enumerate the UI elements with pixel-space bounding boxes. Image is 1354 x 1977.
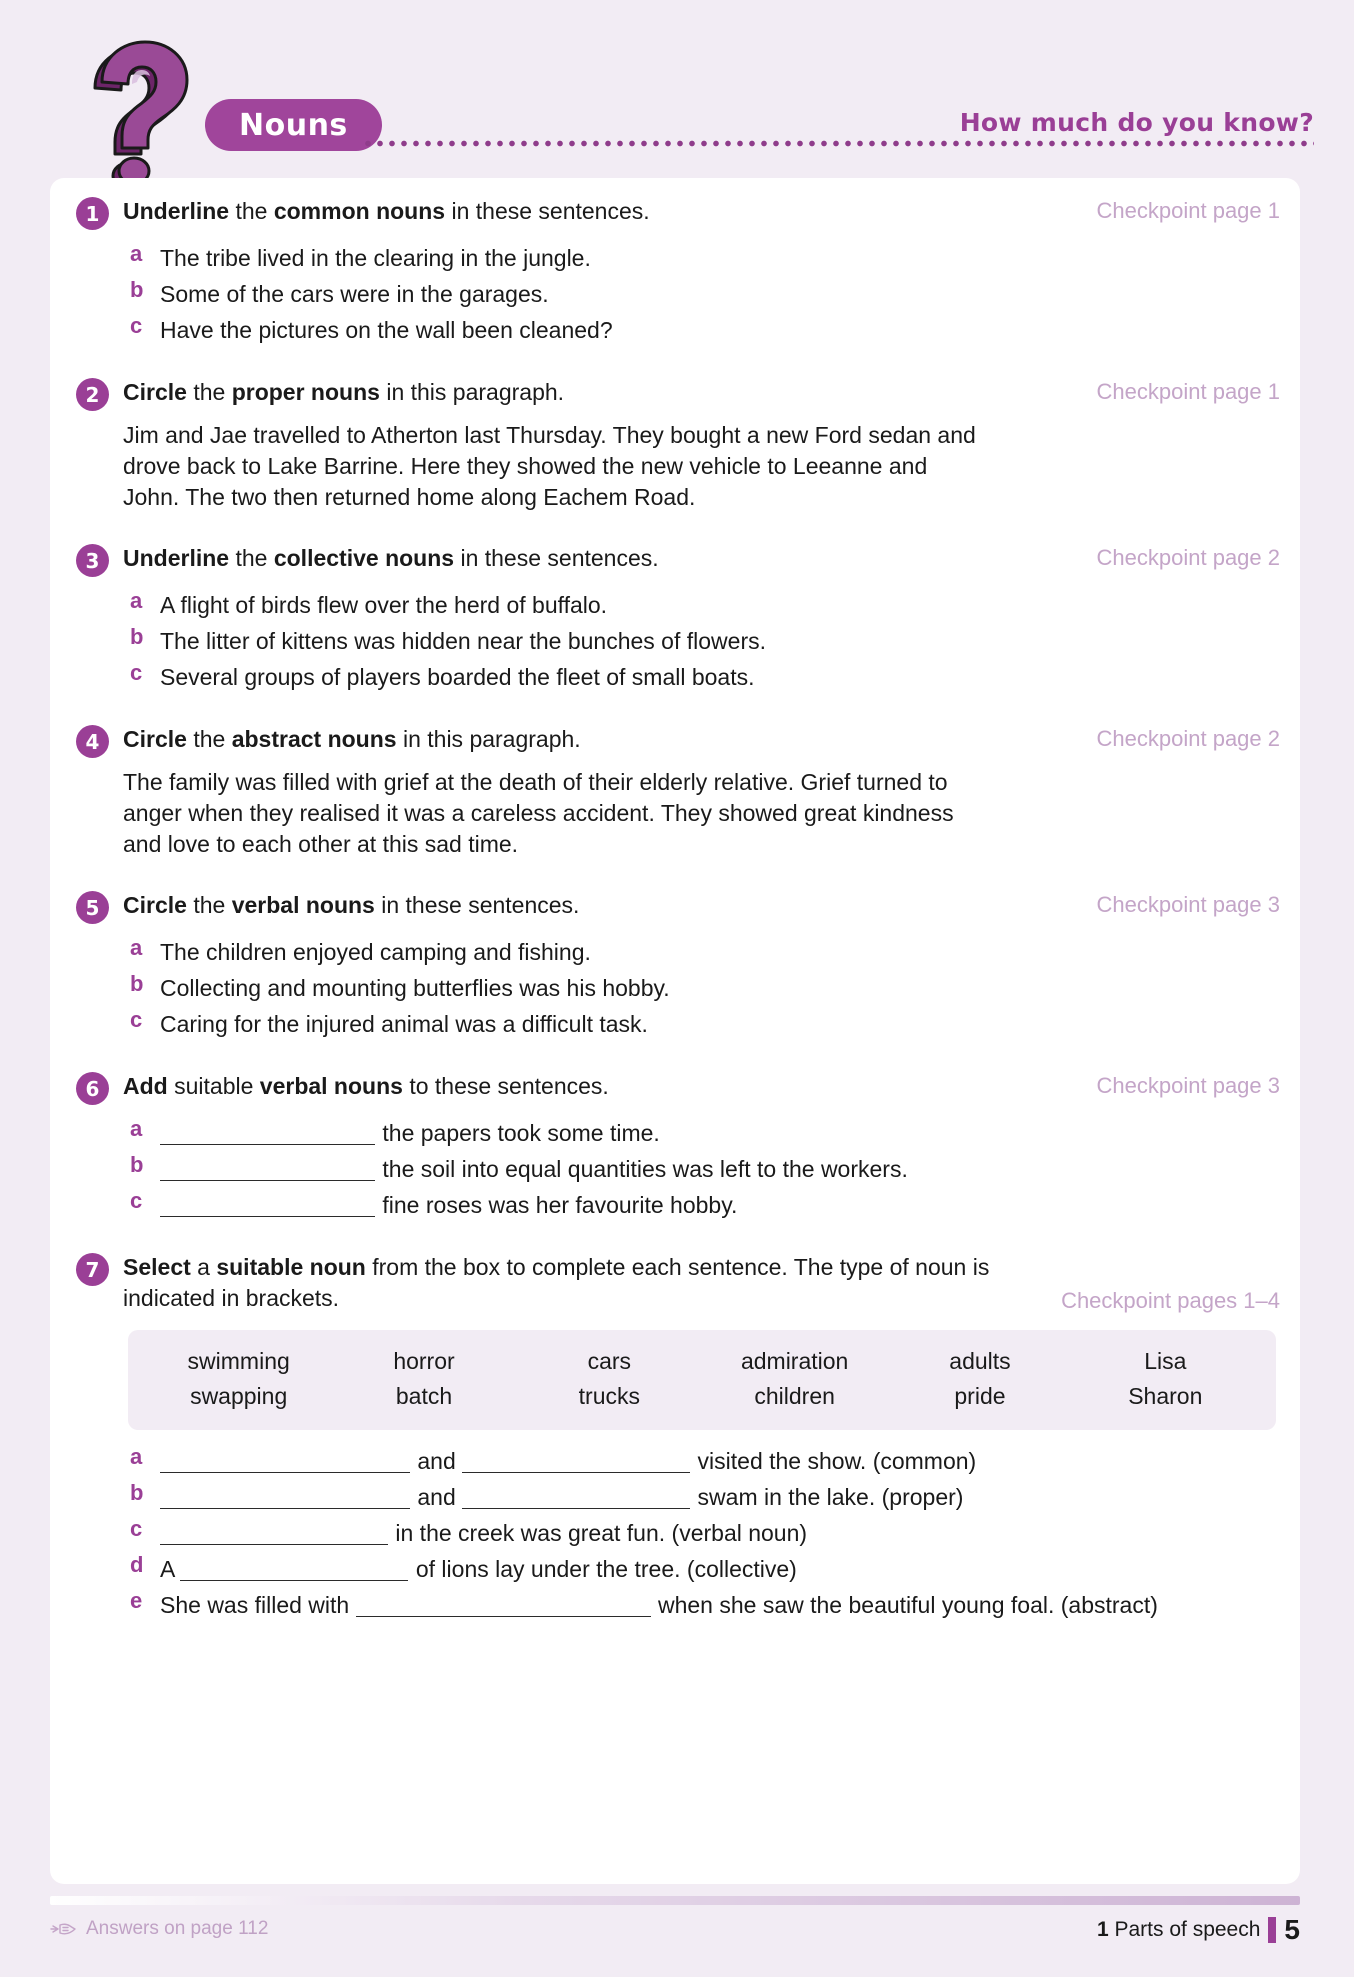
question-instruction: Circle the verbal nouns in these sentences. (123, 892, 580, 918)
item-letter: a (130, 588, 143, 613)
item-letter: a (130, 241, 143, 266)
word-bank-word[interactable]: Lisa (1144, 1348, 1187, 1374)
question-item (68, 935, 1286, 969)
question-item (68, 1116, 1286, 1150)
footer-divider (50, 1896, 1300, 1905)
checkpoint-reference: Checkpoint page 3 (1096, 1073, 1280, 1098)
checkpoint-reference: Checkpoint page 3 (1096, 892, 1280, 917)
item-letter: b (130, 1152, 144, 1177)
answer-blank[interactable] (462, 1487, 690, 1509)
question-header (68, 1071, 1286, 1107)
question-header (68, 890, 1286, 926)
question-item (68, 1444, 1286, 1478)
item-letter: b (130, 1480, 144, 1505)
question-list (68, 196, 1286, 1652)
question-item (68, 1588, 1286, 1622)
question-4 (68, 724, 1286, 860)
item-text: Have the pictures on the wall been cleaned? (160, 317, 613, 343)
question-2 (68, 377, 1286, 513)
question-number-badge: 7 (76, 1253, 109, 1286)
word-bank-word[interactable]: Sharon (1128, 1383, 1203, 1409)
word-bank-box (128, 1330, 1276, 1430)
question-3 (68, 543, 1286, 694)
item-letter: c (130, 1516, 143, 1541)
question-items (68, 1116, 1286, 1222)
question-1 (68, 196, 1286, 347)
question-7 (68, 1252, 1286, 1622)
item-text: She was filled with when she saw the beautiful young foal. (abstract) (160, 1592, 1158, 1618)
word-bank-word[interactable]: children (754, 1383, 835, 1409)
question-item (68, 624, 1286, 658)
question-item (68, 241, 1286, 275)
page-header (0, 0, 1354, 185)
question-item (68, 1552, 1286, 1586)
question-header (68, 377, 1286, 413)
question-5 (68, 890, 1286, 1041)
question-instruction: Underline the collective nouns in these sentences. (123, 545, 659, 571)
page-footer (50, 1896, 1300, 1956)
answer-blank[interactable] (160, 1487, 410, 1509)
item-text: Several groups of players boarded the fleet of small boats. (160, 664, 755, 690)
question-number-badge: 2 (76, 378, 109, 411)
question-header (68, 724, 1286, 760)
question-item (68, 313, 1286, 347)
item-text: the soil into equal quantities was left to the workers. (160, 1156, 908, 1182)
word-bank-word[interactable]: adults (949, 1348, 1011, 1374)
question-instruction: Select a suitable noun from the box to complete each sentence. The type of noun is indicated in brackets. (123, 1254, 990, 1311)
item-letter: e (130, 1588, 143, 1613)
question-number-badge: 6 (76, 1072, 109, 1105)
item-letter: d (130, 1552, 144, 1577)
footer-chapter-number: 1 (1096, 1918, 1109, 1941)
question-header (68, 196, 1286, 232)
question-item (68, 660, 1286, 694)
item-letter: a (130, 935, 143, 960)
question-header (68, 1252, 1286, 1314)
item-text: The litter of kittens was hidden near the bunches of flowers. (160, 628, 766, 654)
word-bank-word[interactable]: horror (393, 1348, 455, 1374)
question-item (68, 971, 1286, 1005)
footer-answers-note (50, 1918, 268, 1940)
checkpoint-reference: Checkpoint page 1 (1096, 198, 1280, 223)
word-bank-word[interactable]: cars (587, 1348, 632, 1374)
footer-page-number: 5 (1284, 1914, 1300, 1945)
section-title-pill (205, 99, 382, 151)
question-item (68, 1188, 1286, 1222)
checkpoint-reference: Checkpoint page 1 (1096, 379, 1280, 404)
header-tagline: How much do you know? (946, 108, 1314, 137)
question-instruction: Circle the abstract nouns in this paragraph. (123, 726, 581, 752)
question-item (68, 1480, 1286, 1514)
question-item (68, 1516, 1286, 1550)
word-bank-row (146, 1344, 1258, 1379)
answer-blank[interactable] (160, 1523, 388, 1545)
item-letter: c (130, 1188, 143, 1213)
question-header (68, 543, 1286, 579)
question-paragraph: The family was filled with grief at the death of their elderly relative. Grief turned to anger when they realised it was a careless accident. They showed great kindness and love to each other at this sad time. (123, 769, 954, 857)
item-text: Some of the cars were in the garages. (160, 281, 549, 307)
item-letter: c (130, 313, 143, 338)
item-letter: a (130, 1444, 143, 1469)
question-item (68, 277, 1286, 311)
pointing-hand-icon (50, 1920, 76, 1938)
item-letter: c (130, 1007, 143, 1032)
question-instruction: Underline the common nouns in these sentences. (123, 198, 650, 224)
question-number-badge: 3 (76, 544, 109, 577)
footer-page-bar (1268, 1917, 1276, 1943)
question-items (68, 935, 1286, 1041)
item-text: the papers took some time. (160, 1120, 660, 1146)
answer-blank[interactable] (356, 1595, 651, 1617)
item-text: A of lions lay under the tree. (collective) (160, 1556, 797, 1582)
question-instruction: Add suitable verbal nouns to these sentences. (123, 1073, 609, 1099)
item-text: Caring for the injured animal was a difficult task. (160, 1011, 648, 1037)
word-bank-row (146, 1379, 1258, 1414)
item-text: in the creek was great fun. (verbal noun) (160, 1520, 807, 1546)
question-number-badge: 4 (76, 725, 109, 758)
item-letter: c (130, 660, 143, 685)
item-text: A flight of birds flew over the herd of buffalo. (160, 592, 608, 618)
answer-blank[interactable] (160, 1451, 410, 1473)
item-letter: b (130, 277, 144, 302)
question-paragraph: Jim and Jae travelled to Atherton last Thursday. They bought a new Ford sedan and drove back to Lake Barrine. Here they showed the new vehicle to Leeanne and John. The two then returned home along Eachem Road. (123, 422, 976, 510)
answer-blank[interactable] (180, 1559, 408, 1581)
footer-chapter-title: Parts of speech (1114, 1918, 1261, 1941)
question-item (68, 1007, 1286, 1041)
question-item (68, 1152, 1286, 1186)
word-bank-word[interactable]: swimming (187, 1348, 290, 1374)
answer-blank[interactable] (160, 1159, 375, 1181)
item-letter: b (130, 971, 144, 996)
question-item (68, 588, 1286, 622)
answer-blank[interactable] (160, 1195, 375, 1217)
checkpoint-reference: Checkpoint pages 1–4 (1061, 1288, 1280, 1313)
question-6 (68, 1071, 1286, 1222)
question-number-badge: 1 (76, 197, 109, 230)
section-title: Nouns (239, 107, 348, 143)
word-bank-word[interactable]: swapping (190, 1383, 288, 1409)
worksheet-card (50, 178, 1300, 1884)
question-number-badge: 5 (76, 891, 109, 924)
item-text: and visited the show. (common) (160, 1448, 976, 1474)
item-text: Collecting and mounting butterflies was his hobby. (160, 975, 670, 1001)
item-letter: a (130, 1116, 143, 1141)
header-dotted-rule (362, 140, 1314, 147)
word-bank-word[interactable]: batch (395, 1383, 453, 1409)
answer-blank[interactable] (462, 1451, 690, 1473)
item-text: fine roses was her favourite hobby. (160, 1192, 737, 1218)
item-letter: b (130, 624, 144, 649)
question-items (68, 241, 1286, 347)
question-items (68, 588, 1286, 694)
word-bank-word[interactable]: pride (954, 1383, 1006, 1409)
item-text: and swam in the lake. (proper) (160, 1484, 963, 1510)
checkpoint-reference: Checkpoint page 2 (1096, 545, 1280, 570)
checkpoint-reference: Checkpoint page 2 (1096, 726, 1280, 751)
answers-page-label: Answers on page 112 (86, 1918, 269, 1939)
word-bank-word[interactable]: admiration (740, 1348, 849, 1374)
item-text: The tribe lived in the clearing in the jungle. (160, 245, 591, 271)
question-instruction: Circle the proper nouns in this paragraph. (123, 379, 565, 405)
footer-chapter-info (1097, 1914, 1300, 1946)
answer-blank[interactable] (160, 1123, 375, 1145)
question-items (68, 1444, 1286, 1622)
footer-chapter-label (1097, 1918, 1260, 1942)
item-text: The children enjoyed camping and fishing. (160, 939, 591, 965)
question-mark-3d-icon (88, 38, 198, 188)
word-bank-word[interactable]: trucks (578, 1383, 640, 1409)
